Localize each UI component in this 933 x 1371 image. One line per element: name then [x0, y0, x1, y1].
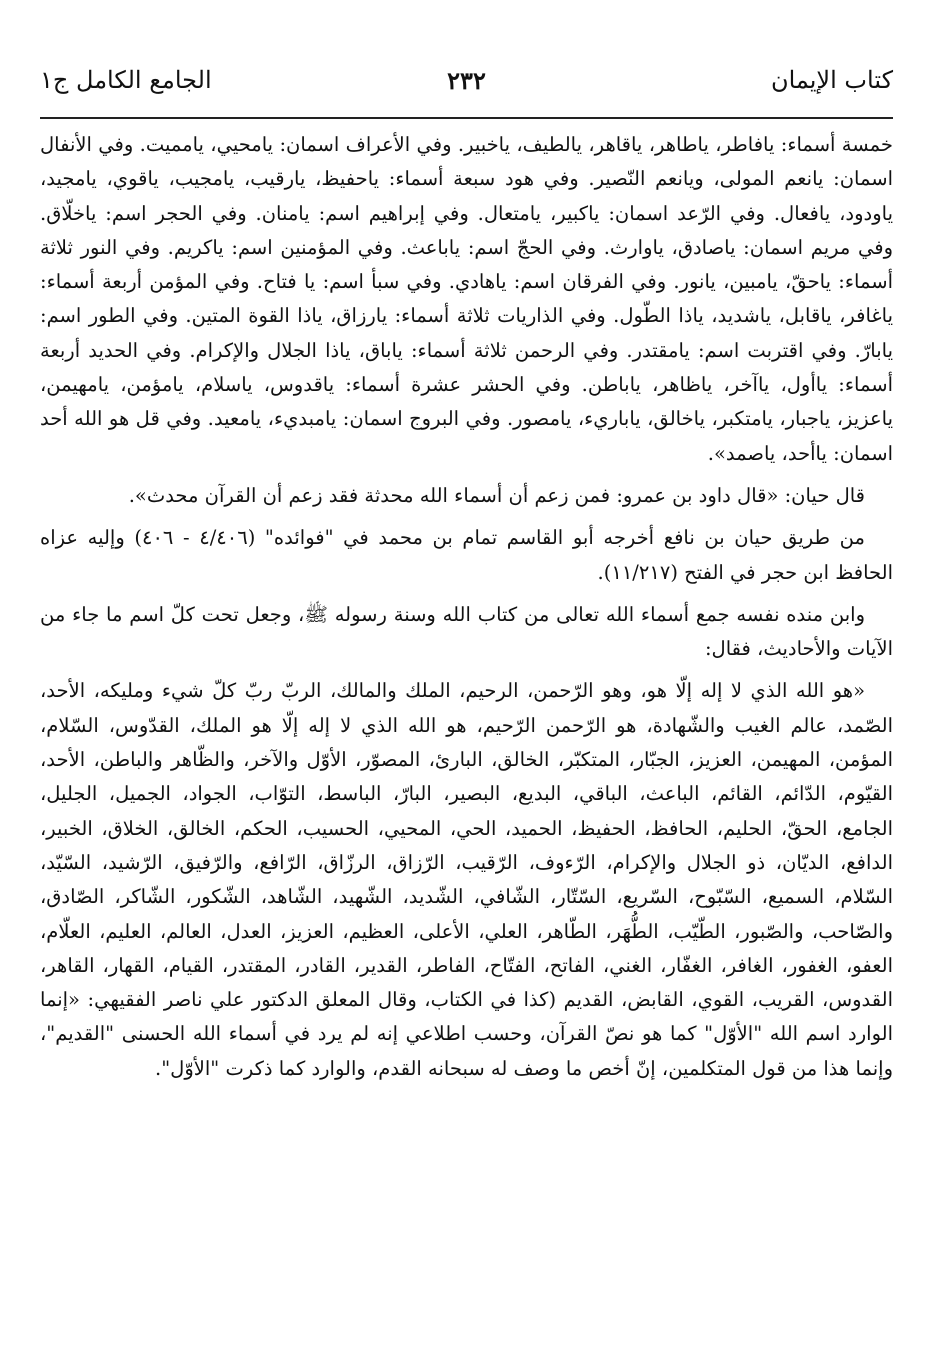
paragraph-names-list: «هو الله الذي لا إله إلّا هو، وهو الرّحمن، الرحيم، الملك والمالك، الربّ ربّ كلّ شيء ومليكه، الأحد، الصّمد، عالم الغيب والشّهادة، هو الرّحمن الرّحيم، هو الله الذي لا إله إلّا هو الملك، القدّوس، السّلام، المؤمن، المهيمن، العزيز، الجبّار، المتكبّر، الخالق، البارئ، المصوّر، الأوّل والآخر، والظّاهر والباطن، الأحد، القيّوم، الدّائم، القائم، الباعث، الباقي، البديع، البصير، البارّ، الباسط، التوّاب، الجواد، الجميل، الجليل، الجامع، الحقّ، الحليم، الحافظ، الحفيظ، الحميد، الحي، المحيي، الحسيب، الحكم، الخالق، الخلاق، الخبير، الدافع، الديّان، ذو الجلال والإكرام، الرّءوف، الرّقيب، الرّزاق، الرزّاق، الرّافع، والرّفيق، الرّشيد، السّيّد، السّلام، السميع، السّبّوح، السّريع، السّتّار، الشّافي، الشّديد، الشّهيد، الشّاهد، الشّكور، الشّاكر، الصّادق، والصّاحب، والصّبور، الطّيّب، الطُّهَر، الطّاهر، العلي، الأعلى، العظيم، العزيز، العدل، العالم، العليم، العلّام، العفو، الغفور، الغافر، الغفّار، الغني، الفاتح، الفتّاح، الفاطر، القدير، القادر، المقتدر، القيام، القهار، القاهر، القدوس، القريب، القوي، القابض، القديم (كذا في الكتاب، وقال المعلق الدكتور علي ناصر الفقيهي: «إنما الوارد اسم الله "الأوّل" كما هو نصّ القرآن، وحسب اطلاعي إنه لم يرد في أسماء الله الحسنى "القديم"، وإنما هذا من قول المتكلمين، إنّ أخص ما وصف له سبحانه القدم، والوارد كما ذكرت "الأوّل". — [40, 679, 893, 1080]
paragraph-names-by-surah: خمسة أسماء: يافاطر، ياطاهر، ياقاهر، يالطيف، ياخبير. وفي الأعراف اسمان: يامحيي، يامميت. وفي الأنفال اسمان: يانعم المولى، ويانعم النّصير. وفي هود سبعة أسماء: ياحفيظ، يارقيب، يامجيب، ياقوي، يامجيد، ياودود، يافعال. وفي الرّعد اسمان: ياكبير، يامتعال. وفي إبراهيم اسم: يامنان. وفي الحجر اسم: ياخلّاق. وفي مريم اسمان: ياصادق، ياوارث. وفي الحجّ اسم: ياباعث. وفي المؤمنين اسم: ياكريم. وفي النور ثلاثة أسماء: ياحقّ، يامبين، يانور. وفي الفرقان اسم: ياهادي. وفي سبأ اسم: يا فتاح. وفي المؤمن أربعة أسماء: ياغافر، ياقابل، ياشديد، ياذا الطّول. وفي الذاريات ثلاثة أسماء: يارزاق، ياذا القوة المتين. وفي الطور اسم: يابارّ. وفي اقتربت اسم: يامقتدر. وفي الرحمن ثلاثة أسماء: ياباق، ياذا الجلال والإكرام. وفي الحديد أربعة أسماء: ياأول، ياآخر، ياظاهر، ياباطن. وفي الحشر عشرة أسماء: ياقدوس، ياسلام، يامؤمن، يامهيمن، ياعزيز، ياجبار، يامتكبر، ياخالق، ياباريء، يامصور. وفي البروج اسمان: يامبديء، يامعيد. وفي قل هو الله أحد اسمان: ياأحد، ياصمد». — [40, 133, 893, 465]
page-body — [40, 128, 893, 1094]
header-rule — [40, 117, 893, 119]
paragraph-ibn-mandah-intro: وابن منده نفسه جمع أسماء الله تعالى من كتاب الله وسنة رسوله ﷺ، وجعل تحت كلّ اسم ما جاء من الآيات والأحاديث، فقال: — [40, 602, 893, 661]
paragraph-source-note: من طريق حيان بن نافع أخرجه أبو القاسم تمام بن محمد في "فوائده" (٤/٤٠٦ - ٤٠٦) وإليه عزاه الحافظ ابن حجر في الفتح (١١/٢١٧). — [40, 526, 893, 584]
page-number: ٢٣٢ — [447, 66, 486, 95]
page-header — [40, 62, 893, 102]
paragraph-hayyan-quote: قال حيان: «قال داود بن عمرو: فمن زعم أن أسماء الله محدثة فقد زعم أن القرآن محدث». — [128, 483, 865, 507]
running-head-chapter: كتاب الإيمان — [770, 66, 893, 94]
running-head-book: الجامع الكامل ج١ — [40, 66, 212, 94]
